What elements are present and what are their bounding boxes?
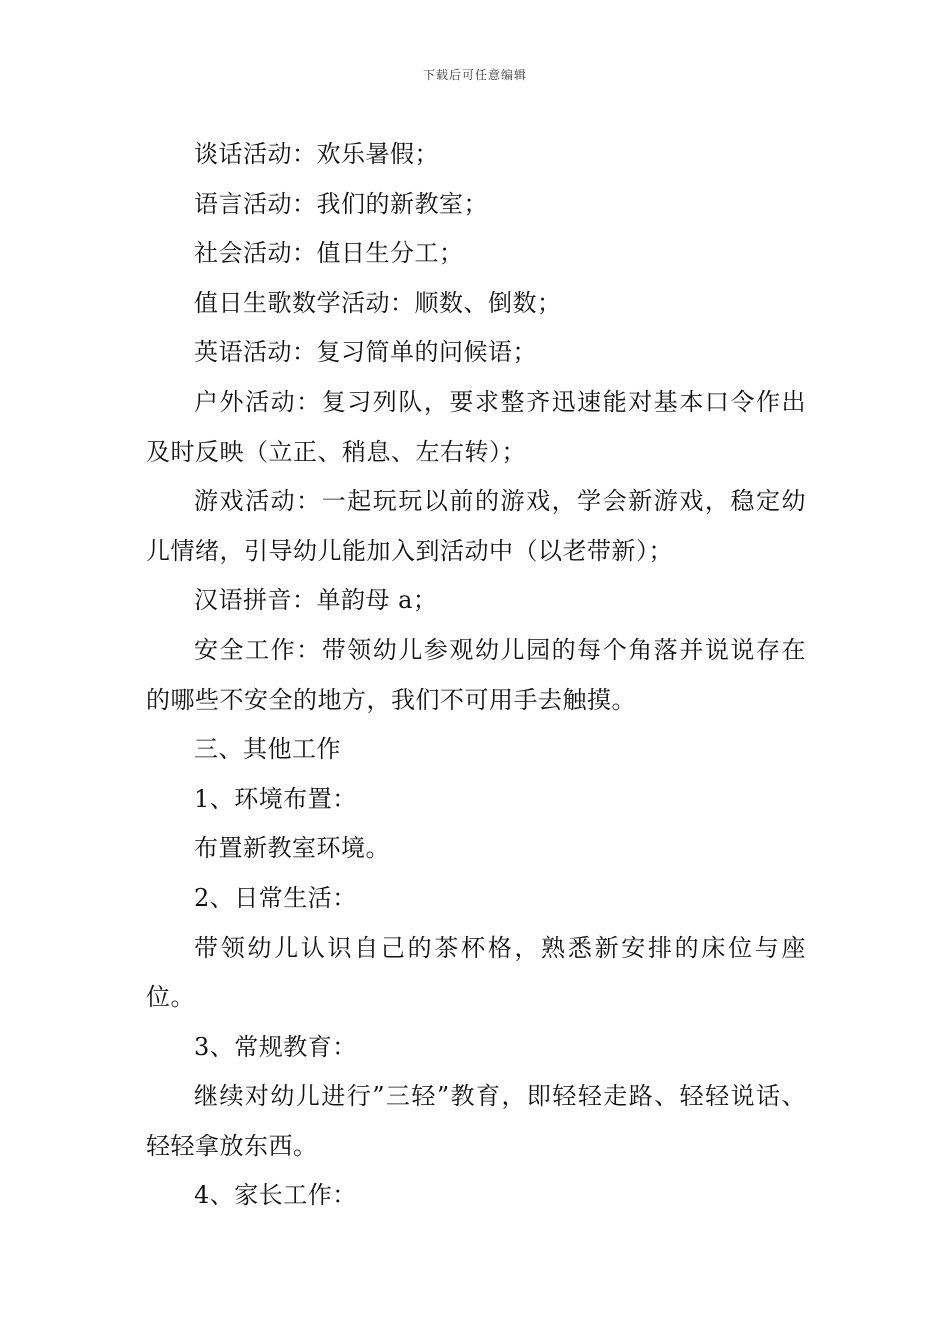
paragraph-talk-activity: 谈话活动：欢乐暑假；	[194, 140, 439, 168]
subheading-routine-education: 3、常规教育：	[194, 1032, 357, 1061]
subheading-daily-life: 2、日常生活：	[194, 883, 357, 912]
paragraph-environment: 布置新教室环境。	[194, 834, 390, 863]
paragraph-pinyin: 汉语拼音：单韵母 a；	[194, 586, 438, 615]
subheading-environment: 1、环境布置：	[194, 784, 357, 813]
paragraph-language-activity: 语言活动：我们的新教室；	[194, 189, 488, 218]
paragraph-math-activity: 值日生歌数学活动：顺数、倒数；	[194, 288, 562, 317]
paragraph-english-activity: 英语活动：复习简单的问候语；	[194, 338, 537, 367]
paragraph-safety-work: 安全工作：带领幼儿参观幼儿园的每个角落并说说存在的哪些不安全的地方，我们不可用手去触摸。	[146, 635, 806, 714]
section-heading-other-work: 三、其他工作	[194, 735, 341, 764]
paragraph-game-activity: 游戏活动：一起玩玩以前的游戏，学会新游戏，稳定幼儿情绪，引导幼儿能加入到活动中（以老带新）；	[146, 487, 806, 565]
page-header: 下载后可任意编辑	[422, 68, 527, 82]
document-body	[146, 130, 806, 1221]
paragraph-outdoor-activity: 户外活动：复习列队，要求整齐迅速能对基本口令作出及时反映（立正、稍息、左右转）；	[146, 387, 806, 466]
paragraph-social-activity: 社会活动：值日生分工；	[194, 239, 464, 268]
paragraph-routine-education: 继续对幼儿进行”三轻”教育，即轻轻走路、轻轻说话、轻轻拿放东西。	[146, 1082, 806, 1160]
paragraph-daily-life: 带领幼儿认识自己的茶杯格，熟悉新安排的床位与座位。	[146, 933, 806, 1012]
subheading-parent-work: 4、家长工作：	[194, 1181, 357, 1210]
